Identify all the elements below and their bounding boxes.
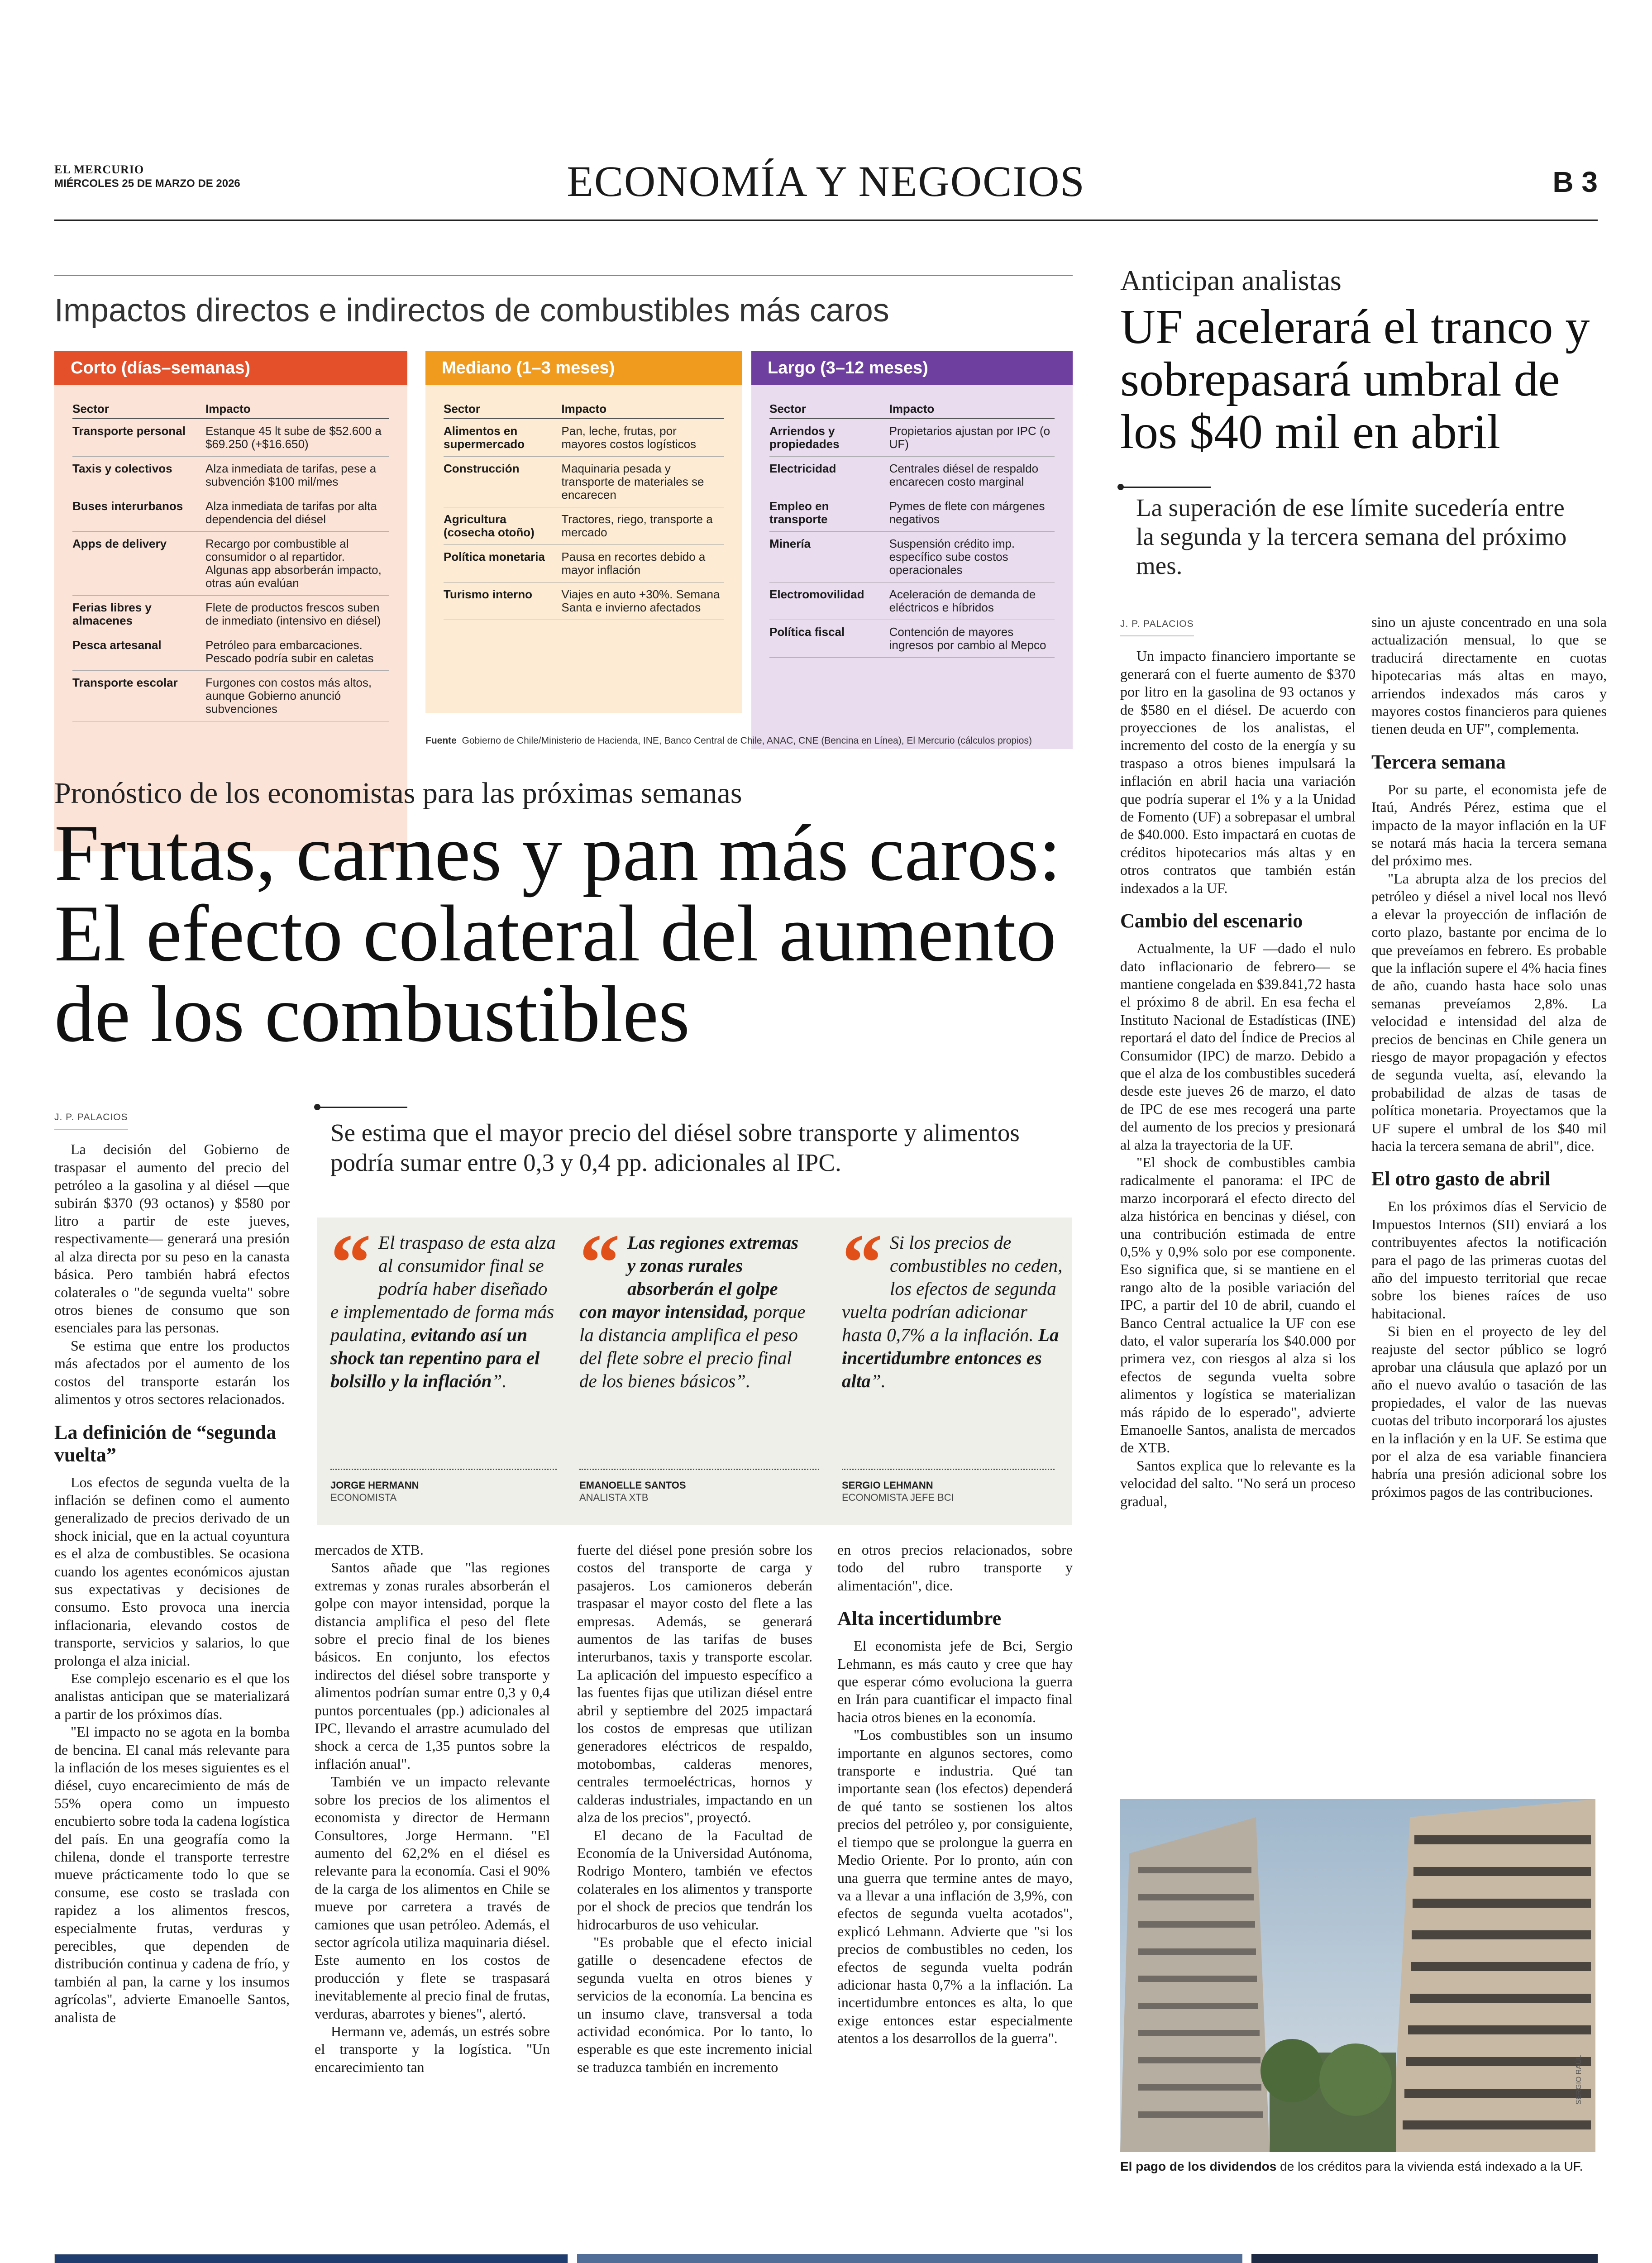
paragraph: El decano de la Facultad de Economía de la Universidad Autónoma, Rodrigo Montero, también ve efectos colaterales en los alimentos y transporte por el shock de precios que tendrán los hidrocarburos de uso vehicular. [577, 1827, 812, 1933]
column-header-sector: Sector [769, 399, 889, 419]
masthead-date: MIÉRCOLES 25 DE MARZO DE 2026 [54, 177, 240, 190]
club-ad-banner [55, 2254, 568, 2263]
quote-1-rule [330, 1469, 557, 1470]
column-header-impact: Impacto [889, 399, 1055, 419]
paragraph: "El impacto no se agota en la bomba de bencina. El canal más relevante para la inflación de los meses siguientes es el diésel, cuyo encarecimiento de más de 55% opera como un impuesto encubierto sobre toda la cadena logística del país. En una geografía como la chilena, donde el transporte terrestre mueve prácticamente todo lo que se consume, ese costo se traslada con rapidez a los alimentos frescos, especialmente frutas, verduras y perecibles, que dependen de distribución continua y cadena de frío, y también al pan, la carne y los insumos agrícolas", advierte Emanoelle Santos, analista de [54, 1724, 290, 2025]
impact-cell: Maquinaria pesada y transporte de materiales se encarecen [561, 457, 724, 507]
side-headline: UF acelerará el tranco y sobrepasará umbral de los $40 mil en abril [1120, 300, 1590, 459]
sector-cell: Política monetaria [444, 545, 561, 582]
paragraph: Ese complejo escenario es el que los analistas anticipan que se materializará a partir de los próximos días. [54, 1670, 290, 1722]
table-medium-term [425, 351, 742, 713]
quote-mark-icon: “ [842, 1217, 883, 1308]
side-subhead-2: Tercera semana [1371, 750, 1506, 773]
main-deck-dot [314, 1104, 320, 1110]
impact-cell: Suspensión crédito imp. específico sube costos operacionales [889, 532, 1055, 582]
paragraph: Actualmente, la UF —dado el nulo dato inflacionario de febrero— se mantiene congelada en $39.841,72 hasta el próximo 8 de abril. En esa fecha el Instituto Nacional de Estadísticas (INE) reportará el dato del Índice de Precios al Consumidor (IPC) de marzo. Debido a que el alza de los combustibles sucederá desde este jueves 26 de marzo, el dato de IPC de ese mes recogerá una parte del aumento de los precios y presionará al alza la trayectoria de la UF. [1120, 940, 1356, 1153]
paragraph: Se estima que entre los productos más afectados por el aumento de los costos del transporte estarán los alimentos y otros sectores relacionados. [54, 1337, 290, 1408]
impact-cell: Viajes en auto +30%. Semana Santa e invierno afectados [561, 582, 724, 620]
table-row [769, 494, 1055, 532]
table-row [769, 582, 1055, 620]
table-row [72, 671, 389, 721]
paragraph: "Los combustibles son un insumo importante en algunos sectores, como transporte e industria. Qué tan importante sean (los efectos) dependerá de qué tanto se sostienen los altos precios del petróleo y, por consiguiente, el tiempo que se prolongue la guerra en Medio Oriente. Por lo pronto, aún con una guerra que termine antes de mayo, va a llevar a una inflación de 3,9%, con efectos de segunda vuelta acotados", explicó Lehmann. Advierte que "si los precios de combustibles no ceden, los efectos de segunda vuelta podrán adicionar hasta 0,7% a la inflación. La incertidumbre entonces es alta, lo que exige entonces estar especialmente atentos a los desarrollos de la guerra". [837, 1727, 1073, 2047]
quote-3-attribution: SERGIO LEHMANN ECONOMISTA JEFE BCI [842, 1480, 954, 1503]
impact-table [769, 399, 1055, 658]
header-rule [54, 220, 1598, 221]
sector-cell: Arriendos y propiedades [769, 419, 889, 457]
paragraph: en otros precios relacionados, sobre todo del rubro transporte y alimentación", dice. [837, 1542, 1073, 1594]
paragraph: fuerte del diésel pone presión sobre los costos del transporte de carga y pasajeros. Los camioneros deberán traspasar el mayor costo del flete a las empresas. Además, se generará aumentos de las tarifas de buses interurbanos, taxis y transporte escolar. La aplicación del impuesto específico a las fuentes fijas que utilizan diésel entre abril y septiembre del 2025 impactará los costos de empresas que utilizan generadores eléctricos de respaldo, motobombas, calderas menores, centrales termoeléctricas, hornos y calderas industriales, impactando en un alza de los precios", proyectó. [577, 1542, 812, 1826]
page-number: B 3 [1552, 166, 1598, 198]
table-row [769, 620, 1055, 658]
main-deck-bullet [317, 1107, 407, 1108]
side-kicker: Anticipan analistas [1120, 264, 1342, 296]
sector-cell: Apps de delivery [72, 532, 205, 596]
paragraph: Si bien en el proyecto de ley del reajuste del sector público se logró aprobar una cláusula que aplazó por un año el nuevo avalúo o tasación de las propiedades, el valor de las nuevas cuotas del tributo incorporará los ajustes en la inflación y en la UF. Se estima que por el alza de esa variable financiera habría una presión adicional sobre los próximos pagos de las contribuciones. [1371, 1323, 1607, 1500]
paragraph: El economista jefe de Bci, Sergio Lehmann, es más cauto y cree que hay que esperar cómo evoluciona la guerra en Irán para cuantificar el impacto final hacia otros bienes en la economía. [837, 1638, 1073, 1725]
table-row [72, 532, 389, 596]
table-row [769, 532, 1055, 582]
sector-cell: Taxis y colectivos [72, 457, 205, 494]
quote-2-text: Las regiones extremas y zonas rurales absorberán el golpe con mayor intensidad, porque la distancia amplifica el peso del flete sobre el precio final de los bienes básicos”. [579, 1232, 806, 1391]
paragraph: Santos explica que lo relevante es la velocidad del salto. "No será un proceso gradual, [1120, 1457, 1356, 1509]
sector-cell: Empleo en transporte [769, 494, 889, 532]
impact-table [72, 399, 389, 721]
table-row [72, 419, 389, 457]
sector-cell: Construcción [444, 457, 561, 507]
table-short-term-header: Corto (días–semanas) [54, 351, 407, 385]
side-deck-dot [1117, 484, 1124, 490]
paragraph: "La abrupta alza de los precios del petróleo y diésel a nivel local nos llevó a elevar la proyección de inflación de corto plazo, bastante por encima de lo que preveíamos en febrero. Es probable que la inflación supere el 4% hacia fines de año, cuando hasta hace solo unas semanas preveíamos 2,8%. La velocidad e intensidad del alza de precios de bencinas en Chile genera un riesgo de mayor propagación y efectos de segunda vuelta, así, elevando la probabilidad de alzas de tasas de política monetaria. Proyectamos que la UF supere el umbral de los $40 mil hacia la tercera semana de abril", dice. [1371, 870, 1607, 1154]
ad-club-lectores[interactable] [54, 2254, 568, 2263]
quote-2-attribution: EMANOELLE SANTOS ANALISTA XTB [579, 1480, 686, 1503]
quote-1 [330, 1217, 557, 1393]
section-title: ECONOMÍA Y NEGOCIOS [567, 157, 1085, 205]
sector-cell: Política fiscal [769, 620, 889, 658]
paragraph: Los efectos de segunda vuelta de la inflación se definen como el aumento generalizado de precios derivado de un shock inicial, que en la actual coyuntura es el alza de combustibles. Se ocasiona cuando los agentes económicos ajustan sus expectativas y decisiones de consumo. Esto provoca una inercia inflacionaria, elevando costos de transporte, servicios y salarios, lo que prolonga el alza inicial. [54, 1474, 290, 1669]
column-header-impact: Impacto [205, 399, 389, 419]
impact-cell: Pan, leche, frutas, por mayores costos logísticos [561, 419, 724, 457]
impact-cell: Pymes de flete con márgenes negativos [889, 494, 1055, 532]
paragraph: "Es probable que el efecto inicial gatille o desencadene efectos de segunda vuelta en otros bienes y servicios de la economía. La bencina es un insumo clave, transversal a toda actividad económica. Por lo tanto, lo esperable es que este incremento inicial se traduzca también en incremento [577, 1934, 812, 2075]
table-row [444, 457, 724, 507]
table-row [769, 457, 1055, 494]
sector-cell: Electricidad [769, 457, 889, 494]
table-row [72, 457, 389, 494]
sector-cell: Alimentos en supermercado [444, 419, 561, 457]
table-row [444, 419, 724, 457]
table-long-term-header: Largo (3–12 meses) [751, 351, 1073, 385]
main-subhead-1: La definición de “segunda vuelta” [54, 1421, 277, 1466]
photo-credit: SERGIO RAÚL [1575, 2055, 1583, 2105]
table-row [444, 582, 724, 620]
table-row [72, 596, 389, 633]
main-col-2 [315, 1541, 550, 2076]
column-header-sector: Sector [444, 399, 561, 419]
source-text: Gobierno de Chile/Ministerio de Hacienda, INE, Banco Central de Chile, ANAC, CNE (Bencina en Línea), El Mercurio (cálculos propios) [462, 735, 1032, 746]
main-byline: J. P. PALACIOS [54, 1108, 128, 1130]
quote-2-rule [579, 1469, 819, 1470]
side-col-2 [1371, 613, 1607, 1501]
side-deck: La superación de ese límite sucedería entre la segunda y la tercera semana del próximo mes. [1136, 494, 1567, 579]
sector-cell: Transporte personal [72, 419, 205, 457]
infographic-source [425, 735, 1077, 746]
paragraph: "El shock de combustibles cambia radicalmente el panorama: el IPC de marzo incorporará el efecto directo del alza histórica en bencinas y diésel, con una contribución estimada de entre 0,5% y 0,9% solo por ese componente. Eso significa que, si se mantiene en el rango alto de la posible variación del IPC, a partir del 10 de abril, cuando el Banco Central actualice la UF con ese dato, el valor superaría los $40.000 por primera vez, con riesgos al alza si los efectos de segunda vuelta sobre alimentos y logística se materializan más rápido de lo esperado", advierte Emanoelle Santos, analista de mercados de XTB. [1120, 1154, 1356, 1456]
quote-mark-icon: “ [330, 1217, 371, 1308]
paragraph: Santos añade que "las regiones extremas y zonas rurales absorberán el golpe con mayor intensidad, porque la distancia amplifica el peso del flete sobre el precio final de los bienes básicos. En conjunto, los efectos indirectos del diésel sobre transporte y alimentos podrían sumar entre 0,3 y 0,4 puntos porcentuales (pp.) adicionales al IPC, llevando el arrastre acumulado del shock a cerca de 1,35 puntos sobre la inflación anual". [315, 1559, 550, 1772]
paragraph: En los próximos días el Servicio de Impuestos Internos (SII) enviará a los contribuyentes afectos la notificación para el pago de las primeras cuotas del año del impuesto territorial que recae sobre los bienes raíces de uso habitacional. [1371, 1198, 1607, 1322]
paragraph: La decisión del Gobierno de traspasar el aumento del precio del petróleo a la gasolina y al diésel —que subirán $370 (93 octanos) y $580 por litro a partir de este jueves, respectivamente— generará una presión al alza directa por su peso en la canasta básica. Pero también habrá efectos colaterales o "de segunda vuelta" sobre otros bienes de consumo que son esenciales para las personas. [54, 1141, 290, 1336]
side-photo [1120, 1799, 1595, 2152]
impact-cell: Centrales diésel de respaldo encarecen costo marginal [889, 457, 1055, 494]
sector-cell: Turismo interno [444, 582, 561, 620]
table-long-term [751, 351, 1073, 749]
sector-cell: Ferias libres y almacenes [72, 596, 205, 633]
column-header-impact: Impacto [561, 399, 724, 419]
sector-cell: Electromovilidad [769, 582, 889, 620]
impact-cell: Pausa en recortes debido a mayor inflación [561, 545, 724, 582]
sector-cell: Buses interurbanos [72, 494, 205, 532]
quote-3-text: Si los precios de combustibles no ceden, los efectos de segunda vuelta podrían adicionar hasta 0,7% a la inflación. La incertidumbre entonces es alta”. [842, 1232, 1063, 1391]
side-col-1 [1120, 613, 1356, 1510]
building-photo [1120, 1799, 1595, 2152]
paragraph: sino un ajuste concentrado en una sola actualización mensual, lo que se traducirá directamente en cuotas hipotecarias más altas en mayo, arriendos indexados más caros y mayores costos financieros para quienes tienen deuda en UF", complementa. [1371, 614, 1607, 737]
main-col-3 [577, 1541, 812, 2076]
main-subhead-2: Alta incertidumbre [837, 1607, 1002, 1630]
paragraph: También ve un impacto relevante sobre los precios de los alimentos el economista y director de Hermann Consultores, Jorge Hermann. "El aumento del 62,2% en el diésel es relevante para la economía. Casi el 90% de la carga de los alimentos en Chile se mueve por carretera a través de camiones que usan petróleo. Además, el sector agrícola utiliza maquinaria diésel. Este aumento en los costos de producción y flete se traspasará inevitablemente al precio final de frutas, verduras, abarrotes y bienes", alertó. [315, 1773, 550, 2022]
side-byline: J. P. PALACIOS [1120, 615, 1194, 636]
source-label: Fuente [425, 735, 457, 746]
sector-cell: Transporte escolar [72, 671, 205, 721]
sector-cell: Minería [769, 532, 889, 582]
paragraph: Hermann ve, además, un estrés sobre el transporte y la logística. "Un encarecimiento tan [315, 2023, 550, 2075]
ad-gps[interactable] [1251, 2254, 1598, 2263]
impact-cell: Tractores, riego, transporte a mercado [561, 507, 724, 545]
impact-cell: Furgones con costos más altos, aunque Gobierno anunció subvenciones [205, 671, 389, 721]
quote-2 [579, 1217, 806, 1393]
table-medium-term-header: Mediano (1–3 meses) [425, 351, 742, 385]
sector-cell: Agricultura (cosecha otoño) [444, 507, 561, 545]
masthead-paper: EL MERCURIO [54, 163, 144, 176]
main-kicker: Pronóstico de los economistas para las próximas semanas [54, 777, 742, 810]
sector-cell: Pesca artesanal [72, 633, 205, 671]
impact-cell: Recargo por combustible al consumidor o al repartidor. Algunas app absorberán impacto, otras aún evalúan [205, 532, 389, 596]
impact-cell: Alza inmediata de tarifas, pese a subvención $100 mil/mes [205, 457, 389, 494]
ad-licitacion[interactable] [577, 2254, 1242, 2263]
infographic-title: Impactos directos e indirectos de combustibles más caros [54, 292, 889, 329]
quote-mark-icon: “ [579, 1217, 620, 1308]
paragraph: Un impacto financiero importante se generará con el fuerte aumento de $370 por litro en la gasolina de 93 octanos y de $580 en el diésel. De acuerdo con proyecciones de los analistas, el incremento del costo de la energía y su traspaso a otros bienes impulsará la inflación en abril hacia una variación que podría superar el 1% y a la Unidad de Fomento (UF) a sobrepasar el umbral de $40.000. Esto impactará en cuotas de créditos hipotecarios más altas y en otros contratos que también están indexados a la UF. [1120, 648, 1356, 896]
paragraph: mercados de XTB. [315, 1542, 424, 1558]
impact-cell: Alza inmediata de tarifas por alta dependencia del diésel [205, 494, 389, 532]
side-deck-bullet [1120, 487, 1211, 488]
impact-cell: Estanque 45 lt sube de $52.600 a $69.250 (+$16.650) [205, 419, 389, 457]
photo-caption: El pago de los dividendos de los créditos para la vivienda está indexado a la UF. [1120, 2159, 1583, 2173]
infographic-top-rule [54, 275, 1073, 276]
paragraph: Por su parte, el economista jefe de Itaú, Andrés Pérez, estima que el impacto de la mayor inflación en la UF se notará más hacia la tercera semana del próximo mes. [1371, 781, 1607, 869]
licitacion-title-bar [577, 2254, 1242, 2263]
impact-cell: Flete de productos frescos suben de inmediato (intensivo en diésel) [205, 596, 389, 633]
impact-cell: Contención de mayores ingresos por cambio al Mepco [889, 620, 1055, 658]
table-row [444, 507, 724, 545]
side-subhead-1: Cambio del escenario [1120, 910, 1303, 932]
table-row [72, 494, 389, 532]
impact-table [444, 399, 724, 620]
impact-cell: Propietarios ajustan por IPC (o UF) [889, 419, 1055, 457]
quote-3-rule [842, 1469, 1055, 1470]
impact-cell: Aceleración de demanda de eléctricos e híbridos [889, 582, 1055, 620]
column-header-sector: Sector [72, 399, 205, 419]
table-row [769, 419, 1055, 457]
main-deck: Se estima que el mayor precio del diésel sobre transporte y alimentos podría sumar entre 0,3 y 0,4 pp. adicionales al IPC. [330, 1119, 1020, 1176]
main-col-4 [837, 1541, 1073, 2048]
quote-3 [842, 1217, 1068, 1393]
impact-cell: Petróleo para embarcaciones. Pescado podría subir en caletas [205, 633, 389, 671]
table-row [444, 545, 724, 582]
quote-1-attribution: JORGE HERMANN ECONOMISTA [330, 1480, 419, 1503]
side-subhead-3: El otro gasto de abril [1371, 1168, 1551, 1190]
quote-1-text: El traspaso de esta alza al consumidor final se podría haber diseñado e implementado de forma más paulatina, evitando así un shock tan repentino para el bolsillo y la inflación”. [330, 1232, 556, 1391]
main-headline: Frutas, carnes y pan más caros: El efecto colateral del aumento de los combustibles [54, 808, 1061, 1059]
main-col-1 [54, 1107, 290, 2026]
table-row [72, 633, 389, 671]
